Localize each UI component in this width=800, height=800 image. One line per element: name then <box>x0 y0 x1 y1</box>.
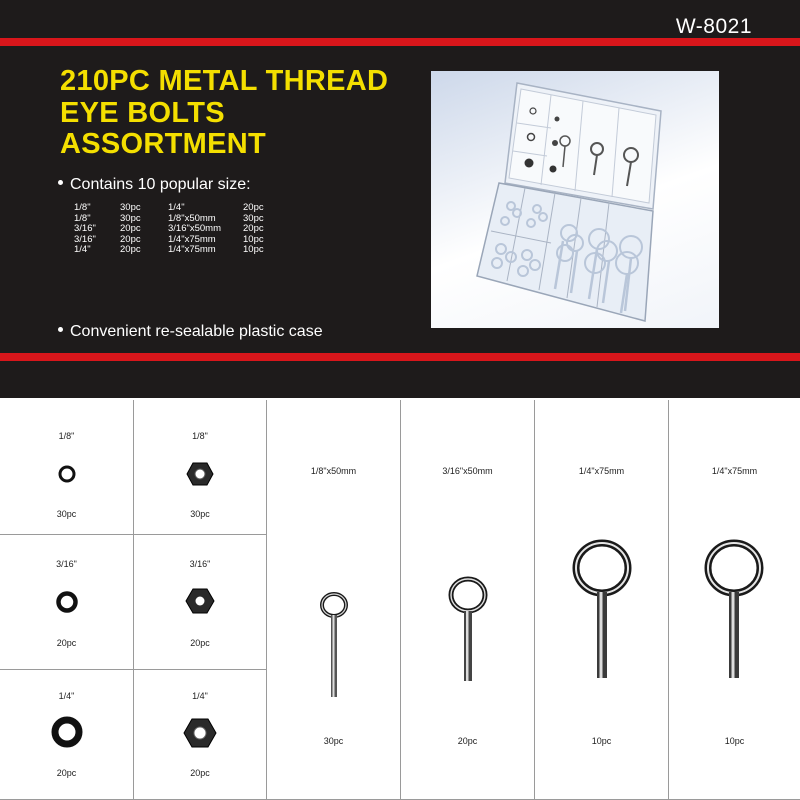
spec-row <box>74 245 264 256</box>
spec-qty: 10pc <box>243 244 264 255</box>
part-qty: 30pc <box>190 509 210 519</box>
eye-bolt-icon <box>700 538 768 680</box>
model-number: W-8021 <box>675 15 752 38</box>
spec-qty: 30pc <box>120 212 141 224</box>
part-qty: 20pc <box>190 638 210 648</box>
hex-nut-icon <box>185 588 215 614</box>
part-qty: 20pc <box>190 768 210 778</box>
part-qty: 10pc <box>724 736 745 746</box>
part-size: 1/4" <box>58 691 75 701</box>
part-size: 3/16" <box>56 559 77 569</box>
spec-size: 1/4" <box>168 202 185 213</box>
header-banner <box>0 0 800 398</box>
hex-nut-icon <box>183 718 217 748</box>
eyebolt-cell-1 <box>267 400 401 800</box>
size-spec-table <box>74 203 264 256</box>
product-title <box>60 66 388 161</box>
part-qty: 20pc <box>56 638 77 648</box>
spec-qty: 30pc <box>120 202 141 213</box>
spec-size: 1/4"x75mm <box>168 244 216 255</box>
spec-size: 1/8" <box>74 212 91 224</box>
spec-size: 1/4"x75mm <box>168 233 216 245</box>
part-size: 1/4"x75mm <box>711 466 758 476</box>
part-size: 3/16" <box>189 559 211 569</box>
spec-size: 1/8" <box>74 202 91 213</box>
feature-bullet-case <box>58 323 323 341</box>
washer-cell-1-4 <box>0 670 134 800</box>
spec-size: 1/8"x50mm <box>168 212 216 224</box>
washer-icon <box>55 590 79 614</box>
parts-grid <box>0 400 800 800</box>
product-photo <box>431 71 719 328</box>
spec-qty: 20pc <box>243 223 264 234</box>
spec-size: 1/4" <box>74 244 91 255</box>
spec-qty: 20pc <box>243 202 264 213</box>
part-size: 1/8" <box>192 431 208 441</box>
eyebolt-cell-3 <box>535 400 669 800</box>
part-qty: 30pc <box>56 509 77 519</box>
eye-bolt-icon <box>568 538 636 680</box>
spec-row <box>74 203 264 214</box>
spec-row <box>74 224 264 235</box>
title-line-2: EYE BOLTS <box>60 96 225 129</box>
top-red-stripe <box>0 38 800 46</box>
bottom-red-stripe <box>0 353 800 361</box>
title-line-3: ASSORTMENT <box>60 128 266 160</box>
spec-qty: 30pc <box>243 212 264 224</box>
spec-qty: 20pc <box>120 244 141 255</box>
eye-bolt-icon <box>312 590 356 700</box>
spec-size: 3/16"x50mm <box>168 223 222 234</box>
part-size: 1/4" <box>192 691 208 701</box>
eyebolt-cell-2 <box>401 400 535 800</box>
eyebolt-cell-4 <box>669 400 800 800</box>
nut-cell-3-16 <box>134 535 267 670</box>
part-size: 1/8"x50mm <box>310 466 357 476</box>
part-size: 1/8" <box>58 431 75 441</box>
hex-nut-icon <box>186 462 214 486</box>
spec-qty: 20pc <box>120 223 141 234</box>
washer-icon <box>51 716 83 748</box>
washer-cell-1-8 <box>0 400 134 535</box>
title-line-1: 210PC METAL THREAD <box>60 65 389 97</box>
part-qty: 20pc <box>56 768 77 778</box>
part-size: 1/4"x75mm <box>578 466 625 476</box>
bullet-dot <box>58 180 63 185</box>
part-size: 3/16"x50mm <box>442 466 493 476</box>
spec-size: 3/16" <box>74 233 96 245</box>
nut-cell-1-8 <box>134 400 267 535</box>
spec-size: 3/16" <box>74 223 96 234</box>
eye-bolt-icon <box>443 574 493 684</box>
washer-icon <box>57 464 77 484</box>
spec-qty: 20pc <box>120 233 141 245</box>
spec-qty: 10pc <box>243 233 264 245</box>
part-qty: 20pc <box>457 736 478 746</box>
assortment-case-illustration <box>431 71 719 328</box>
feature-text: Contains 10 popular size: <box>70 176 251 193</box>
bullet-dot <box>58 327 63 332</box>
nut-cell-1-4 <box>134 670 267 800</box>
washer-cell-3-16 <box>0 535 134 670</box>
feature-bullet-sizes <box>58 176 251 194</box>
part-qty: 10pc <box>591 736 612 746</box>
feature-text: Convenient re-sealable plastic case <box>70 323 323 340</box>
part-qty: 30pc <box>323 736 344 746</box>
